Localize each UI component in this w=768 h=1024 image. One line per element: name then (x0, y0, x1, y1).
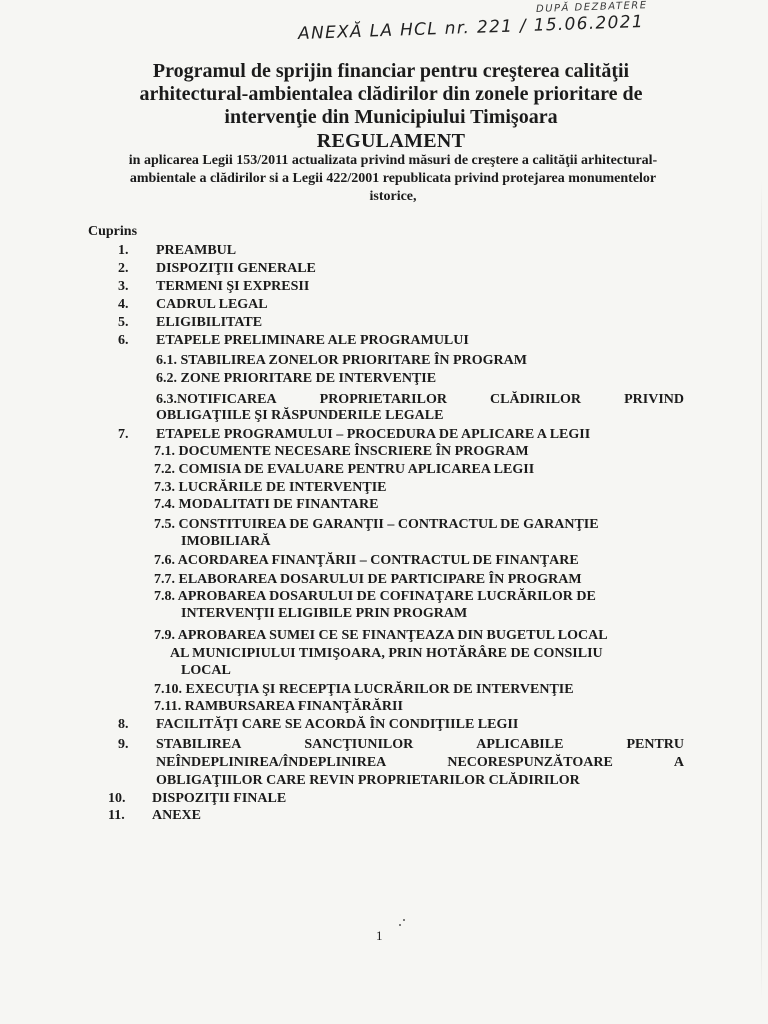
toc-item: 7.1. DOCUMENTE NECESARE ÎNSCRIERE ÎN PROGRAM (154, 444, 529, 459)
toc-item-number: 3. (118, 279, 129, 294)
toc-item-number: 1. (118, 243, 129, 258)
toc-item: IMOBILIARĂ (181, 534, 271, 549)
toc-item: ETAPELE PROGRAMULUI – PROCEDURA DE APLICARE A LEGII (156, 427, 591, 442)
title-line: Programul de sprijin financiar pentru creşterea calităţii (152, 60, 630, 82)
toc-item-number: 9. (118, 737, 129, 752)
scan-edge (761, 180, 762, 1000)
toc-item-word: PENTRU (626, 737, 684, 752)
handwritten-note-top: DUPĂ DEZBATERE (535, 0, 648, 15)
toc-item: LOCAL (181, 663, 231, 678)
toc-item: DISPOZIŢII FINALE (152, 791, 287, 806)
toc-item-number: 11. (108, 808, 125, 823)
toc-item-word: NEÎNDEPLINIREA/ÎNDEPLINIREA (156, 755, 387, 770)
toc-item-word: APLICABILE (476, 737, 564, 752)
scan-speck (399, 924, 401, 926)
toc-item-word: STABILIREA (156, 737, 242, 752)
toc-item: 7.11. RAMBURSAREA FINANŢĂRĂRII (154, 699, 403, 714)
toc-item-word: SANCŢIUNILOR (304, 737, 414, 752)
toc-item: 7.6. ACORDAREA FINANŢĂRII – CONTRACTUL DE FINANŢARE (154, 553, 579, 568)
toc-item: FACILITĂŢI CARE SE ACORDĂ ÎN CONDIŢIILE LEGII (156, 717, 519, 732)
toc-item: 7.8. APROBAREA DOSARULUI DE COFINAŢARE LUCRĂRILOR DE (154, 589, 596, 604)
toc-item: 7.9. APROBAREA SUMEI CE SE FINANŢEAZA DIN BUGETUL LOCAL (154, 628, 608, 643)
toc-item-word: CLĂDIRILOR (490, 392, 582, 407)
toc-item: DISPOZIŢII GENERALE (156, 261, 316, 276)
toc-heading: Cuprins (88, 224, 138, 239)
toc-item: 7.5. CONSTITUIREA DE GARANŢII – CONTRACTUL DE GARANŢIE (154, 517, 599, 532)
toc-item-word: A (673, 755, 684, 770)
toc-item-number: 6. (118, 333, 129, 348)
toc-item-number: 2. (118, 261, 129, 276)
page-number: 1 (376, 928, 383, 943)
toc-item: OBLIGAŢIILOR CARE REVIN PROPRIETARILOR CLĂDIRILOR (156, 773, 580, 788)
toc-item-number: 8. (118, 717, 129, 732)
toc-item: 7.2. COMISIA DE EVALUARE PENTRU APLICAREA LEGII (154, 462, 535, 477)
toc-item-number: 4. (118, 297, 129, 312)
toc-item-number: 7. (118, 427, 129, 442)
toc-item: PREAMBUL (156, 243, 237, 258)
toc-item (156, 736, 684, 754)
toc-item: ANEXE (152, 808, 202, 823)
toc-item-word: NECORESPUNZĂTOARE (447, 755, 613, 770)
toc-item: 7.7. ELABORAREA DOSARULUI DE PARTICIPARE ÎN PROGRAM (154, 572, 582, 587)
toc-item: ELIGIBILITATE (156, 315, 263, 330)
toc-item-number: 10. (108, 791, 126, 806)
toc-item: INTERVENŢII ELIGIBILE PRIN PROGRAM (181, 606, 468, 621)
title-line: intervenţie din Municipiului Timişoara (224, 106, 558, 128)
subtitle-line: in aplicarea Legii 153/2011 actualizata privind măsuri de creştere a calităţii arhitectural- (128, 153, 658, 168)
toc-item-word: PRIVIND (624, 392, 684, 407)
toc-item-word: PROPRIETARILOR (319, 392, 447, 407)
subtitle-line: ambientale a clădirilor si a Legii 422/2001 republicata privind protejarea monumentelor (129, 171, 657, 186)
toc-item: CADRUL LEGAL (156, 297, 268, 312)
toc-item: AL MUNICIPIULUI TIMIŞOARA, PRIN HOTĂRÂRE DE CONSILIU (170, 646, 603, 661)
toc-item-word: 6.3.NOTIFICAREA (156, 392, 277, 407)
toc-item: OBLIGAŢIILE ŞI RĂSPUNDERILE LEGALE (156, 408, 444, 423)
toc-item: 7.4. MODALITATI DE FINANTARE (154, 497, 379, 512)
toc-item (156, 754, 684, 772)
document-type-heading: REGULAMENT (316, 130, 466, 152)
toc-item: 7.3. LUCRĂRILE DE INTERVENŢIE (154, 480, 387, 495)
toc-item: TERMENI ŞI EXPRESII (156, 279, 310, 294)
toc-item-number: 5. (118, 315, 129, 330)
title-line: arhitectural-ambientalea clădirilor din zonele prioritare de (139, 83, 643, 105)
subtitle-line: istorice, (369, 189, 417, 204)
toc-item: 6.2. ZONE PRIORITARE DE INTERVENŢIE (156, 371, 437, 386)
toc-item: ETAPELE PRELIMINARE ALE PROGRAMULUI (156, 333, 469, 348)
toc-item: 7.10. EXECUŢIA ŞI RECEPŢIA LUCRĂRILOR DE INTERVENŢIE (154, 682, 574, 697)
handwritten-annex-note: ANEXĂ LA HCL nr. 221 / 15.06.2021 (297, 11, 645, 45)
scan-speck (403, 919, 405, 921)
toc-item: 6.1. STABILIREA ZONELOR PRIORITARE ÎN PROGRAM (156, 353, 527, 368)
